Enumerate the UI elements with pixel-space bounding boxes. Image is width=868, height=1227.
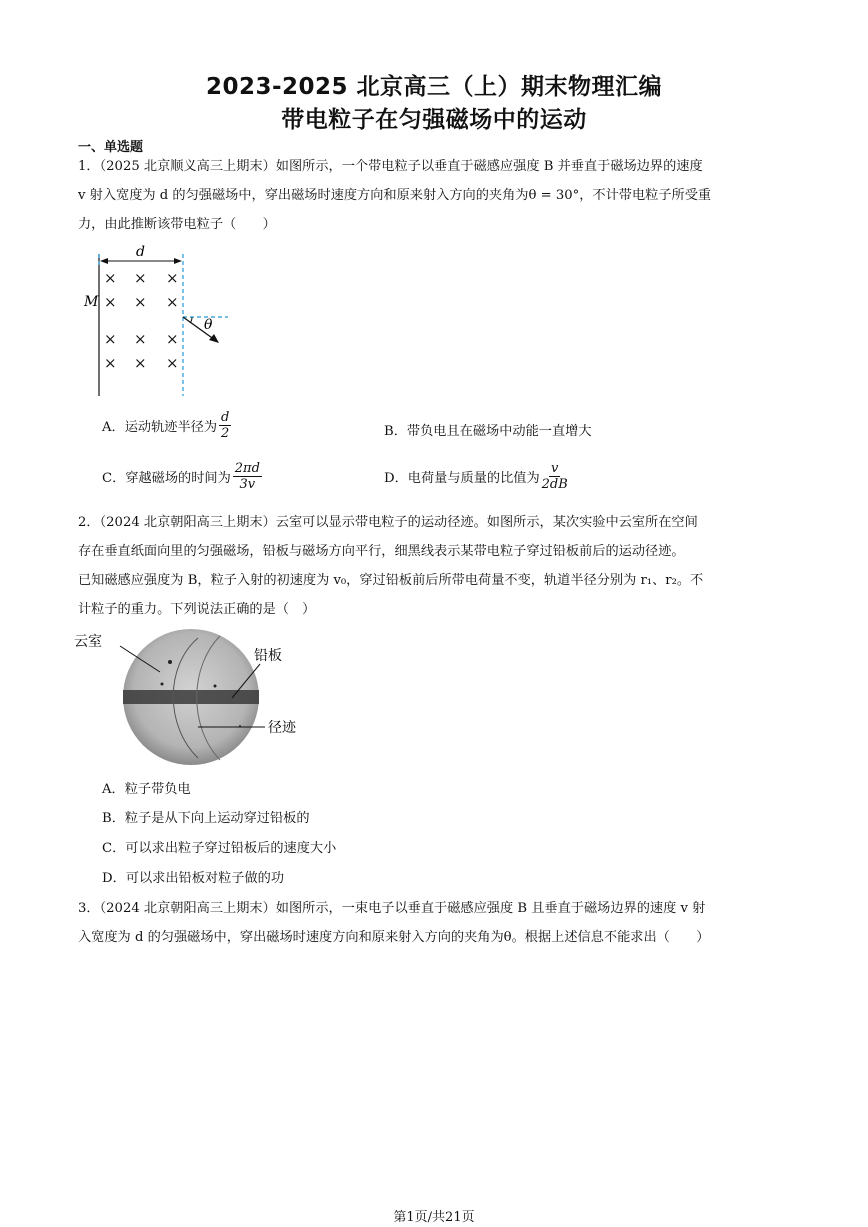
q1-line2: v 射入宽度为 d 的匀强磁场中，穿出磁场时速度方向和原来射入方向的夹角为θ = 30°，不计带电粒子所受重 [78, 188, 712, 203]
label-cloud-chamber: 云室 [74, 634, 102, 650]
q1-option-d[interactable]: D．电荷量与质量的比值为 $\frac{v}{2dB}$ [384, 461, 568, 492]
field-crosses [104, 269, 179, 372]
q3-line1: 3．（2024 北京朝阳高三上期末）如图所示，一束电子以垂直于磁感应强度 B 且垂直于磁场边界的速度 v 射 [78, 901, 706, 916]
svg-text:×: × [134, 293, 147, 311]
svg-text:×: × [134, 330, 147, 348]
svg-text:×: × [134, 269, 147, 287]
section-heading: 一、单选题 [78, 140, 144, 155]
svg-text:×: × [166, 354, 179, 372]
label-theta: θ [204, 317, 213, 333]
q1-line3: 力，由此推断该带电粒子（ ） [78, 217, 276, 232]
q2-line1: 2．（2024 北京朝阳高三上期末）云室可以显示带电粒子的运动径迹。如图所示，某次实验中云室所在空间 [78, 515, 698, 530]
q2-option-c[interactable]: C．可以求出粒子穿过铅板后的速度大小 [102, 841, 337, 856]
svg-text:×: × [104, 293, 117, 311]
svg-text:×: × [166, 330, 179, 348]
q2-cloud-chamber-figure [70, 626, 310, 771]
svg-text:×: × [104, 354, 117, 372]
fraction: $\frac{2\pi d}{3v}$ [234, 461, 260, 492]
q1-option-c[interactable]: C．穿越磁场的时间为 $\frac{2\pi d}{3v}$ [102, 461, 260, 492]
page-footer: 第1页/共21页 [393, 1210, 475, 1225]
q2-option-b[interactable]: B．粒子是从下向上运动穿过铅板的 [102, 811, 310, 826]
q1-option-b[interactable]: B．带负电且在磁场中动能一直增大 [384, 424, 592, 439]
svg-text:×: × [166, 269, 179, 287]
svg-text:×: × [166, 293, 179, 311]
q1-magnetic-field-figure [80, 240, 240, 400]
svg-text:×: × [134, 354, 147, 372]
q1-option-a[interactable]: A．运动轨迹半径为 $\frac{d}{2}$ [102, 410, 230, 441]
q2-option-d[interactable]: D．可以求出铅板对粒子做的功 [102, 871, 285, 886]
q2-line3: 已知磁感应强度为 B，粒子入射的初速度为 v₀，穿过铅板前后所带电荷量不变，轨道半径分别为 r₁、r₂。不 [78, 573, 704, 588]
q2-line4: 计粒子的重力。下列说法正确的是（ ） [78, 602, 316, 617]
doc-title: 2023-2025 北京高三（上）期末物理汇编 [205, 74, 663, 100]
svg-text:×: × [104, 269, 117, 287]
label-d: d [136, 244, 145, 260]
fraction: $\frac{v}{2dB}$ [541, 461, 568, 492]
doc-subtitle: 带电粒子在匀强磁场中的运动 [281, 107, 587, 133]
q2-option-a[interactable]: A．粒子带负电 [102, 782, 191, 797]
label-lead-plate: 铅板 [254, 648, 282, 664]
svg-text:×: × [104, 330, 117, 348]
q1-line1: 1．（2025 北京顺义高三上期末）如图所示，一个带电粒子以垂直于磁感应强度 B 并垂直于磁场边界的速度 [78, 159, 703, 174]
label-track: 径迹 [268, 720, 296, 736]
fraction: $\frac{d}{2}$ [221, 410, 230, 441]
q2-line2: 存在垂直纸面向里的匀强磁场，铅板与磁场方向平行，细黑线表示某带电粒子穿过铅板前后的运动径迹。 [78, 544, 685, 559]
q3-line2: 入宽度为 d 的匀强磁场中，穿出磁场时速度方向和原来射入方向的夹角为θ。根据上述信息不能求出（ ） [78, 930, 710, 945]
label-M: M [84, 294, 99, 310]
lead-plate [123, 690, 259, 704]
